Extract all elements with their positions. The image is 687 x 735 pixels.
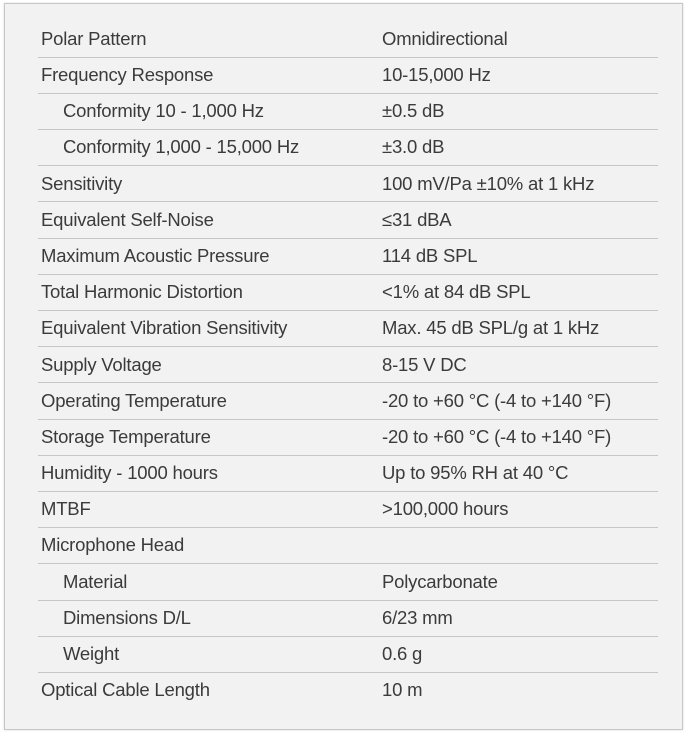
spec-value: 0.6 g [382,643,423,665]
spec-row [38,57,658,93]
spec-table-body [38,21,658,709]
spec-value: Max. 45 dB SPL/g at 1 kHz [382,317,600,339]
spec-label: Microphone Head [41,534,185,556]
spec-value: ±3.0 dB [382,136,445,158]
spec-row [38,93,658,129]
spec-label: Conformity 1,000 - 15,000 Hz [63,136,300,158]
spec-row [38,672,658,708]
spec-row [38,274,658,310]
spec-value: >100,000 hours [382,498,509,520]
spec-label: Maximum Acoustic Pressure [41,244,270,266]
spec-row [38,166,658,202]
spec-label: Total Harmonic Distortion [41,281,243,303]
spec-row [38,130,658,166]
spec-label: MTBF [41,498,91,520]
spec-table [38,21,658,709]
spec-value: Polycarbonate [382,570,498,592]
spec-sheet-panel [4,3,683,730]
spec-row [38,21,658,57]
spec-label: Equivalent Vibration Sensitivity [41,317,288,339]
spec-label: Operating Temperature [41,389,227,411]
spec-label: Frequency Response [41,64,214,86]
spec-row [38,419,658,455]
spec-row [38,491,658,527]
spec-value: <1% at 84 dB SPL [382,281,531,303]
spec-label: Humidity - 1000 hours [41,462,218,484]
spec-label: Optical Cable Length [41,679,210,701]
spec-label: Storage Temperature [41,425,211,447]
spec-value: 114 dB SPL [382,244,478,266]
spec-label: Polar Pattern [41,27,147,49]
spec-label: Dimensions D/L [63,606,191,628]
spec-row [38,600,658,636]
spec-row [38,636,658,672]
spec-label: Equivalent Self-Noise [41,208,214,230]
spec-row [38,202,658,238]
spec-value: 8-15 V DC [382,353,467,375]
spec-row [38,347,658,383]
spec-value: ≤31 dBA [382,208,452,230]
spec-label: Supply Voltage [41,353,162,375]
spec-row [38,455,658,491]
spec-value: -20 to +60 °C (-4 to +140 °F) [382,389,612,411]
spec-value: 100 mV/Pa ±10% at 1 kHz [382,172,595,194]
spec-row [38,238,658,274]
spec-label: Sensitivity [41,172,123,194]
spec-value: 10-15,000 Hz [382,64,491,86]
spec-row [38,564,658,600]
spec-value: 10 m [382,679,423,701]
spec-value: Omnidirectional [382,27,508,49]
spec-value: ±0.5 dB [382,100,445,122]
spec-row [38,311,658,347]
spec-label: Material [63,570,128,592]
spec-label: Weight [63,643,120,665]
spec-value: 6/23 mm [382,606,453,628]
spec-row [38,528,658,564]
spec-row [38,383,658,419]
spec-value [380,528,658,564]
spec-label: Conformity 10 - 1,000 Hz [63,100,264,122]
spec-value: Up to 95% RH at 40 °C [382,462,569,484]
spec-value: -20 to +60 °C (-4 to +140 °F) [382,425,612,447]
